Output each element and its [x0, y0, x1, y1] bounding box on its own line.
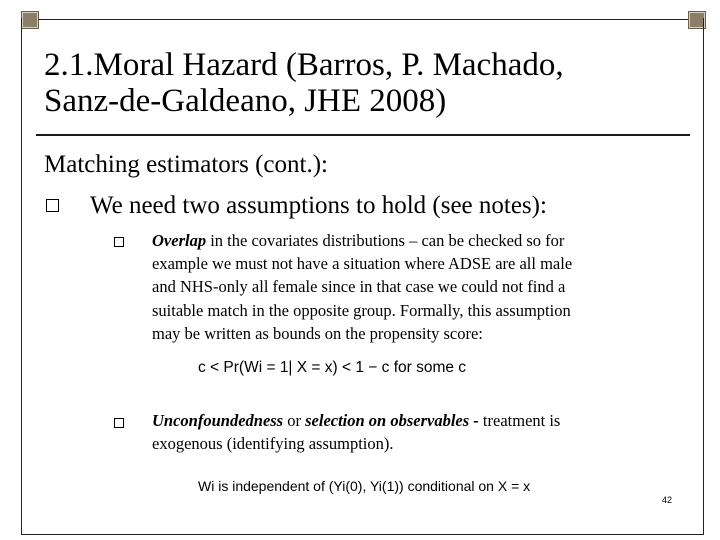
unconf-or: or [283, 411, 306, 430]
overlap-line-5: may be written as bounds on the propensity score: [152, 323, 483, 343]
title-divider [36, 134, 690, 136]
section-subtitle: Matching estimators (cont.): [44, 151, 328, 178]
frame-top-line [38, 19, 688, 20]
bullet-square-icon [114, 237, 124, 247]
unconf-line-1 [152, 409, 672, 432]
title-line-2: Sanz-de-Galdeano, JHE 2008) [44, 83, 447, 119]
overlap-paragraph [152, 229, 672, 345]
unconf-line-1-rest: treatment is [478, 411, 561, 430]
selection-term: selection on observables - [305, 411, 479, 430]
bullet-assumptions: We need two assumptions to hold (see notes): [90, 192, 547, 219]
slide-title [44, 47, 684, 119]
bullet-square-icon [46, 199, 59, 212]
overlap-line-2: example we must not have a situation where ADSE are all male [152, 254, 573, 274]
unconf-line-2: exogenous (identifying assumption). [152, 434, 394, 454]
overlap-line-1 [152, 229, 672, 252]
overlap-line-1-rest: in the covariates distributions – can be checked so for [206, 231, 565, 250]
propensity-bounds-formula: c < Pr(Wi = 1| X = x) < 1 − c for some c [198, 359, 467, 376]
independence-formula: Wi is independent of (Yi(0), Yi(1)) conditional on X = x [198, 478, 531, 494]
overlap-line-3: and NHS-only all female since in that case we could not find a [152, 277, 566, 297]
unconfoundedness-paragraph [152, 409, 672, 455]
overlap-line-4: suitable match in the opposite group. Formally, this assumption [152, 300, 571, 320]
overlap-term: Overlap [152, 231, 207, 250]
title-line-1: 2.1.Moral Hazard (Barros, P. Machado, [44, 47, 564, 83]
page-number: 42 [662, 495, 673, 505]
bullet-square-icon [114, 418, 124, 428]
unconf-term: Unconfoundedness [152, 411, 284, 430]
